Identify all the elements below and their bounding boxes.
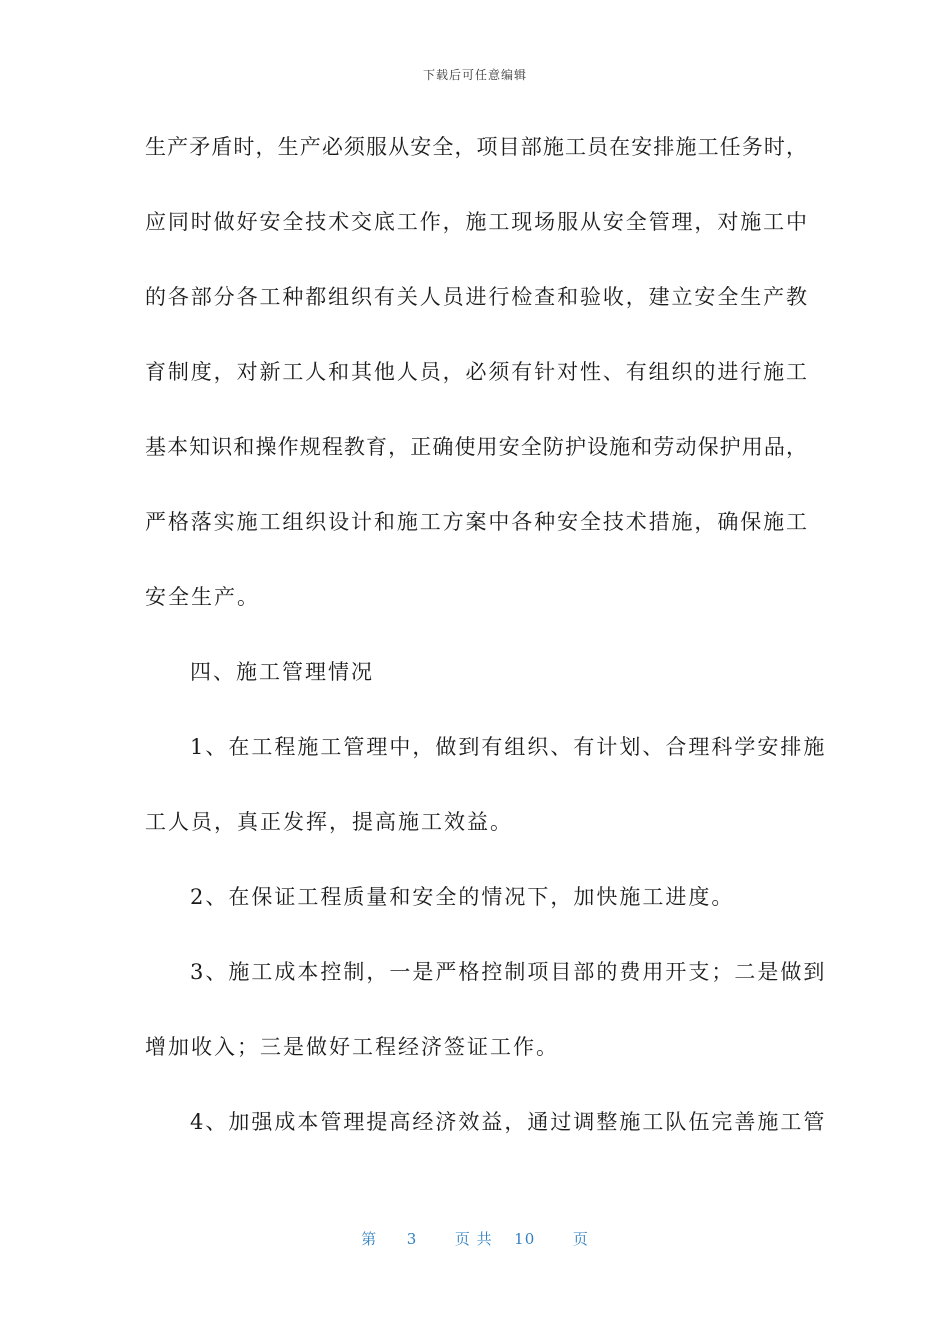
paragraph-line: 1、在工程施工管理中，做到有组织、有计划、合理科学安排施 — [190, 735, 827, 759]
section-heading: 四、施工管理情况 — [190, 660, 374, 684]
paragraph-line: 4、加强成本管理提高经济效益，通过调整施工队伍完善施工管 — [190, 1110, 827, 1134]
footer-total-pages: 10 — [514, 1230, 536, 1248]
footer-page-number: 3 — [406, 1230, 418, 1248]
paragraph-line: 的各部分各工种都组织有关人员进行检查和验收，建立安全生产教 — [145, 285, 807, 309]
paragraph-line: 应同时做好安全技术交底工作，施工现场服从安全管理，对施工中 — [145, 210, 807, 234]
paragraph-line: 2、在保证工程质量和安全的情况下，加快施工进度。 — [190, 885, 735, 909]
paragraph-line: 3、施工成本控制，一是严格控制项目部的费用开支；二是做到 — [190, 960, 827, 984]
footer-prefix: 第 — [361, 1230, 378, 1248]
paragraph-line: 安全生产。 — [145, 585, 260, 609]
paragraph-line: 增加收入；三是做好工程经济签证工作。 — [145, 1035, 559, 1059]
paragraph-line: 生产矛盾时，生产必须服从安全，项目部施工员在安排施工任务时， — [145, 135, 807, 159]
footer-middle: 页 共 — [454, 1230, 493, 1248]
document-body — [145, 128, 827, 1178]
page-header: 下载后可任意编辑 — [422, 68, 527, 82]
paragraph-line: 育制度，对新工人和其他人员，必须有针对性、有组织的进行施工 — [145, 360, 807, 384]
paragraph-line: 工人员，真正发挥，提高施工效益。 — [145, 810, 513, 834]
footer-suffix: 页 — [572, 1230, 589, 1248]
page-footer — [0, 1228, 950, 1249]
paragraph-line: 严格落实施工组织设计和施工方案中各种安全技术措施，确保施工 — [145, 510, 807, 534]
paragraph-line: 基本知识和操作规程教育，正确使用安全防护设施和劳动保护用品， — [145, 435, 807, 459]
